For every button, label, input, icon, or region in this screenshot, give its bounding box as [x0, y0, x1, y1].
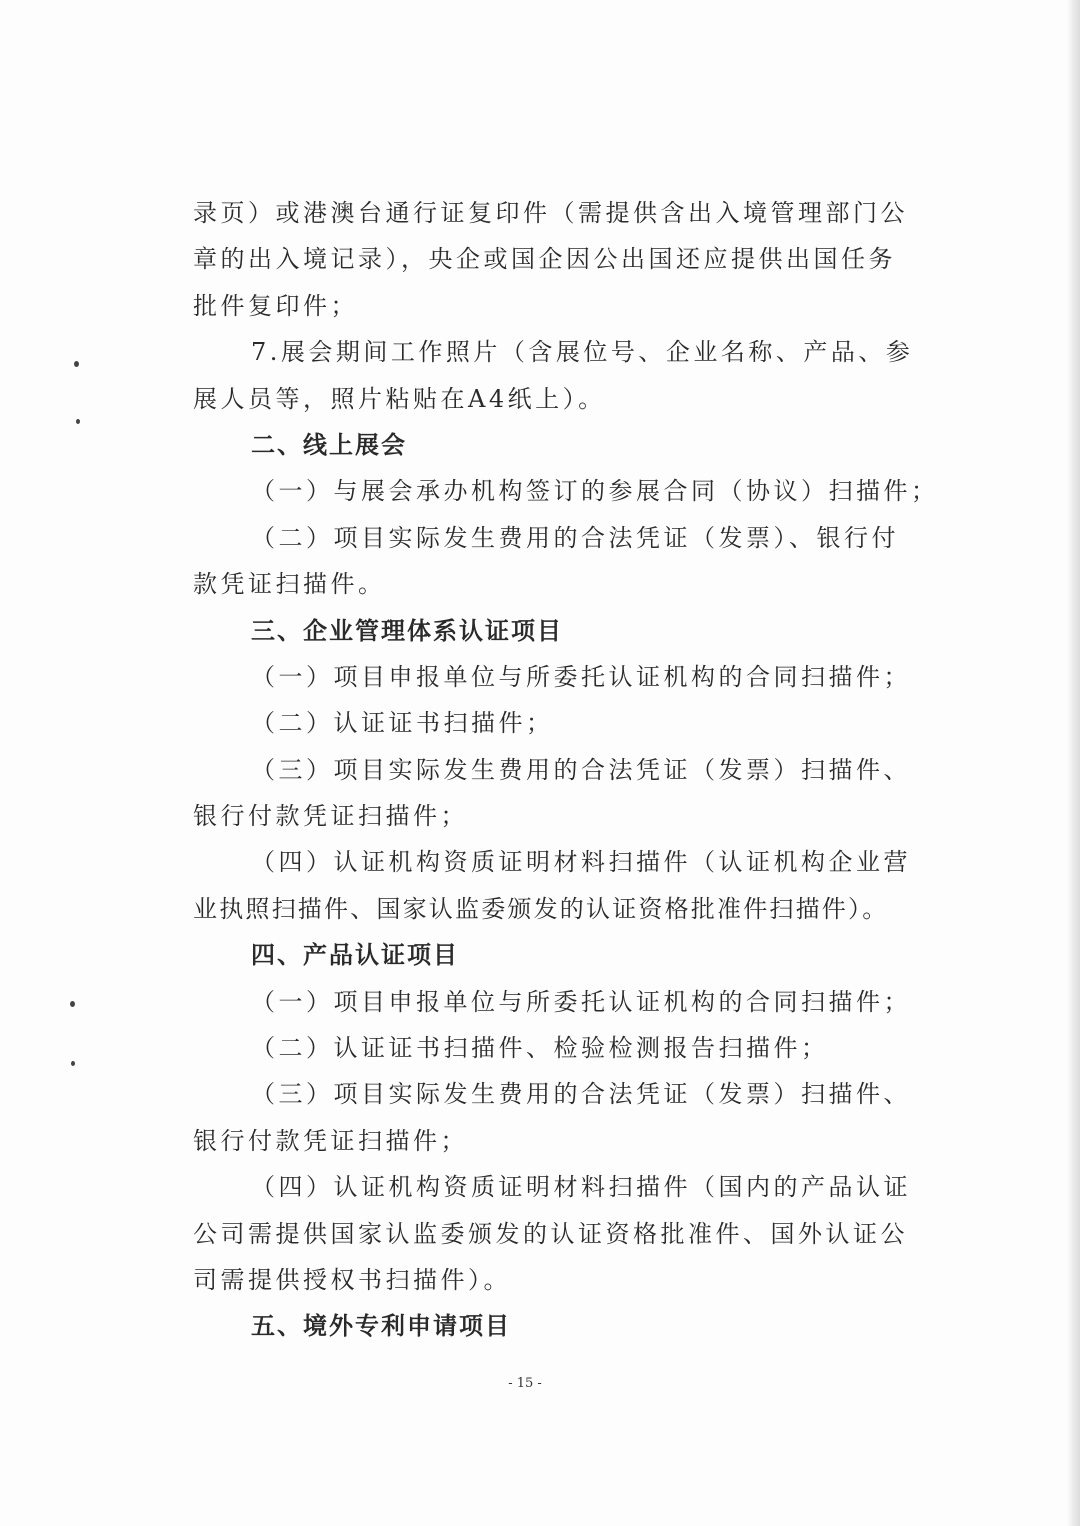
body-line: 展人员等，照片粘贴在A4纸上）。	[193, 384, 606, 413]
document-body	[193, 190, 939, 1350]
body-line: 业执照扫描件、国家认监委颁发的认证资格批准件扫描件）。	[193, 894, 889, 923]
page-edge-shadow	[1066, 0, 1080, 1526]
section-heading: 三、企业管理体系认证项目	[251, 616, 563, 645]
page-number: - 15 -	[508, 1376, 542, 1391]
body-line: （二）项目实际发生费用的合法凭证（发票）、银行付	[251, 523, 899, 552]
body-line: （一）项目申报单位与所委托认证机构的合同扫描件；	[251, 987, 911, 1016]
section-heading: 四、产品认证项目	[251, 941, 459, 970]
body-line: （二）认证证书扫描件、检验检测报告扫描件；	[251, 1034, 829, 1063]
body-line: 司需提供授权书扫描件）。	[193, 1265, 511, 1294]
body-line: （一）项目申报单位与所委托认证机构的合同扫描件；	[251, 662, 911, 691]
section-heading: 五、境外专利申请项目	[251, 1312, 511, 1341]
body-line: 公司需提供国家认监委颁发的认证资格批准件、国外认证公	[193, 1219, 908, 1248]
body-line: 7.展会期间工作照片（含展位号、企业名称、产品、参	[251, 338, 914, 367]
body-line: 录页）或港澳台通行证复印件（需提供含出入境管理部门公	[193, 199, 908, 227]
body-line: （四）认证机构资质证明材料扫描件（国内的产品认证	[251, 1173, 911, 1202]
binding-hole-mark	[70, 1001, 75, 1007]
body-line: （一）与展会承办机构签订的参展合同（协议）扫描件；	[251, 477, 939, 506]
body-line: （三）项目实际发生费用的合法凭证（发票）扫描件、	[251, 1080, 911, 1109]
binding-hole-mark	[74, 361, 79, 367]
body-line: 批件复印件；	[193, 291, 358, 320]
body-line: 章的出入境记录），央企或国企因公出国还应提供出国任务	[193, 245, 896, 274]
body-line: 银行付款凭证扫描件；	[193, 1126, 468, 1155]
body-line: （四）认证机构资质证明材料扫描件（认证机构企业营	[251, 848, 911, 877]
body-line: 款凭证扫描件。	[193, 570, 386, 599]
section-heading: 二、线上展会	[251, 430, 407, 459]
body-line: 银行付款凭证扫描件；	[193, 802, 468, 831]
binding-hole-mark	[76, 419, 80, 424]
body-line: （三）项目实际发生费用的合法凭证（发票）扫描件、	[251, 755, 911, 784]
binding-hole-mark	[71, 1061, 75, 1066]
body-line: （二）认证证书扫描件；	[251, 709, 554, 738]
